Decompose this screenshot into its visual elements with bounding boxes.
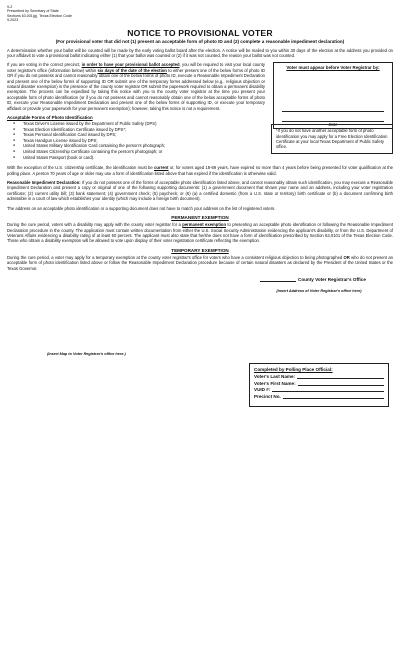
citizenship-paragraph [7,165,393,176]
intro-paragraph: A determination whether your ballot will be counted will be made by the early voting ballot board after the election. A notice will be mailed to you within 30 days of the election at the address you provided on your affidavit to vote a provisional ballot indicating either (1) that your ballot was counted or (2) if it was not counted, the reason your ballot was not counted. [7,47,393,59]
list-item: ● United States Passport (book or card). [23,155,393,161]
form-sections: Sections 63.001(g), Texas Election Code [7,13,72,18]
last-name-field [254,374,384,381]
impediment-paragraph [7,180,393,202]
list-item: ● United States Military Identification Card containing the person's photograph; [23,143,393,149]
first-name-field [254,381,384,388]
address-note-paragraph: The address on an acceptable photo identification or a supporting document does not have to match your address on the list of registered voters. [7,205,276,211]
vuid-field [254,387,384,394]
citizenship-text-1: With the exception of the U.S. citizenship certificate, the identification must be [7,165,155,171]
field-label: Voter's Last Name: [254,373,296,379]
map-note: (Insert Map to Voter Registrar's office here.) [47,351,126,356]
county-office-label [260,277,366,282]
list-item: ● Texas Election Identification Certificate issued by DPS*; [23,127,393,133]
last-name-input[interactable] [297,378,384,379]
precinct-field [254,394,384,401]
permanent-emphasis: permanent exemption [182,222,226,228]
page-title: NOTICE TO PROVISIONAL VOTER [127,27,273,38]
polling-official-box [249,363,389,407]
field-label: Voter's First Name: [254,380,296,386]
first-name-input[interactable] [298,385,384,386]
precinct-text-2: , you will be required to visit your local county voter registrar's office (information below) within [7,62,265,73]
precinct-emphasis: in order to have your provisional ballot accepted [81,62,180,68]
impediment-text: If you do not possess one of the forms of acceptable photo identification listed above, and cannot reasonably obtain such identification, you may execute a Reasonable Impediment Declaration and present a copy or original of one of the following supporting documents: (1) a government document that shows your name and an address, including your voter registration certificate; (2) current utility bill; (3) bank statement; (4) government check; (5) paycheck; or (6) (a) a certified domestic (from a U.S. state or territory) birth certificate or (b) a document confirming birth admissible in a court of law which establishes your identity (which may include a foreign birth document). [7,180,393,202]
impediment-label: Reasonable Impediment Declaration: [7,180,81,186]
permanent-exemption-paragraph [7,222,393,244]
field-label: Precinct No. [254,393,281,399]
temporary-exemption-paragraph [7,255,393,271]
field-label: VUID #: [254,387,271,393]
county-office-text: County Voter Registrar's Office [298,276,366,282]
precinct-days: six days of the date of the election [97,67,167,73]
acceptable-id-section [7,115,393,160]
form-number: 9-2 [7,5,13,9]
form-date: 9-2023 [7,18,19,23]
citizenship-text-2: or, for voters aged 18-69 years, have expired no more than 4 years before being presented for voter qualification at the polling place. A person 70 years of age or older may use a form of identification listed above that has expired if the identification is otherwise valid. [7,165,393,176]
free-eic-note-box [271,124,393,154]
polling-official-heading: Completed by Polling Place Official: [254,366,333,372]
list-item: ● Texas Driver's License issued by the Department of Public Safety (DPS) [23,121,393,127]
free-eic-note: *If you do not have another acceptable form of photo identification you may apply for a Free Election Identification Certificate at your local Texas Department of Public Safety office. [276,128,388,150]
list-item: ● Texas Personal Identification Card issued by DPS; [23,132,393,138]
vuid-input[interactable] [272,391,384,392]
date-label: Date [328,122,338,128]
permanent-text-2: to presenting an acceptable photo identification or following the Reasonable Impediment Declaration procedure in the county. The application must contain written documentation from either the U.S. Social Security Administration evidencing the applicant's disability, or from the U.S. Department of Veterans Affairs evidencing a disability rating of at least 50 percent. The applicant must also state that he/she does not have a form of identification prescribed by Section 63.0101 of the Texas Election Code. Those who obtain a disability exemption will be allowed to vote upon display of their voter registration certificate reflecting the exemption. [7,222,393,244]
precinct-text-1: If you are voting in the correct precinct, [7,62,82,68]
page-subtitle: (For provisional voter that did not (1) present an acceptable form of photo ID and (2) complete a reasonable impediment declaration) [55,38,345,44]
permanent-text-1: During the cure period, voters with a disability may apply with the county voter registrar for a [7,222,183,228]
county-address-note: (Insert Address of Voter Registrar's office here) [276,288,362,293]
list-item: ● Texas Handgun License issued by DPS; [23,138,393,144]
citizenship-current: current [154,165,169,171]
deadline-heading: Voter must appear before Voter Registrar by: [286,65,380,71]
permanent-exemption-heading: PERMANENT EXEMPTION [171,215,229,221]
precinct-input[interactable] [283,398,384,399]
acceptable-id-heading: Acceptable Forms of Photo Identification [7,115,93,121]
list-item: ● United States Citizenship Certificate containing the person's photograph; or [23,149,393,155]
temporary-or: OR [343,254,350,260]
temporary-text-1: During the cure period, a voter may apply for a temporary exemption at the county voter registrar's office for voters who have a consistent religious objection to being photographed [7,254,344,260]
temporary-text-2: who do not present an acceptable form of photo identification listed above or follow the Reasonable Impediment Declaration procedure because of certain natural disasters as declared by the President of the United States or the Texas Governor. [7,254,393,271]
form-prescribed: Prescribed by Secretary of State [7,9,59,14]
registrar-info-section [7,275,393,415]
temporary-exemption-heading: TEMPORARY EXEMPTION [171,247,229,253]
precinct-text-3: to either present one of the below forms of photo ID OR if you do not possess and cannot reasonably obtain one of the below forms of photo ID, execute a Reasonable Impediment Declaration and present one of the below forms of supporting ID OR submit one of the temporary forms addressed below (e.g., religious objection or natural disaster exemption) in the presence of the county voter registrar OR submit the paperwork required to obtain a permanent disability exemption. The process can be expedited by taking this notice with you to the county voter registrar at the time you present your acceptable form of photo identification (or if you do not possess and cannot reasonably obtain one of the below acceptable forms of photo ID, execute your Reasonable Impediment Declaration and present one of the below forms of supporting ID, or execute your temporary affidavit or provide your paperwork for your permanent exemption); however, taking this notice is not a requirement. [7,67,265,111]
form-meta [7,0,393,23]
county-name-line[interactable] [260,281,296,282]
deadline-line[interactable] [282,111,384,112]
